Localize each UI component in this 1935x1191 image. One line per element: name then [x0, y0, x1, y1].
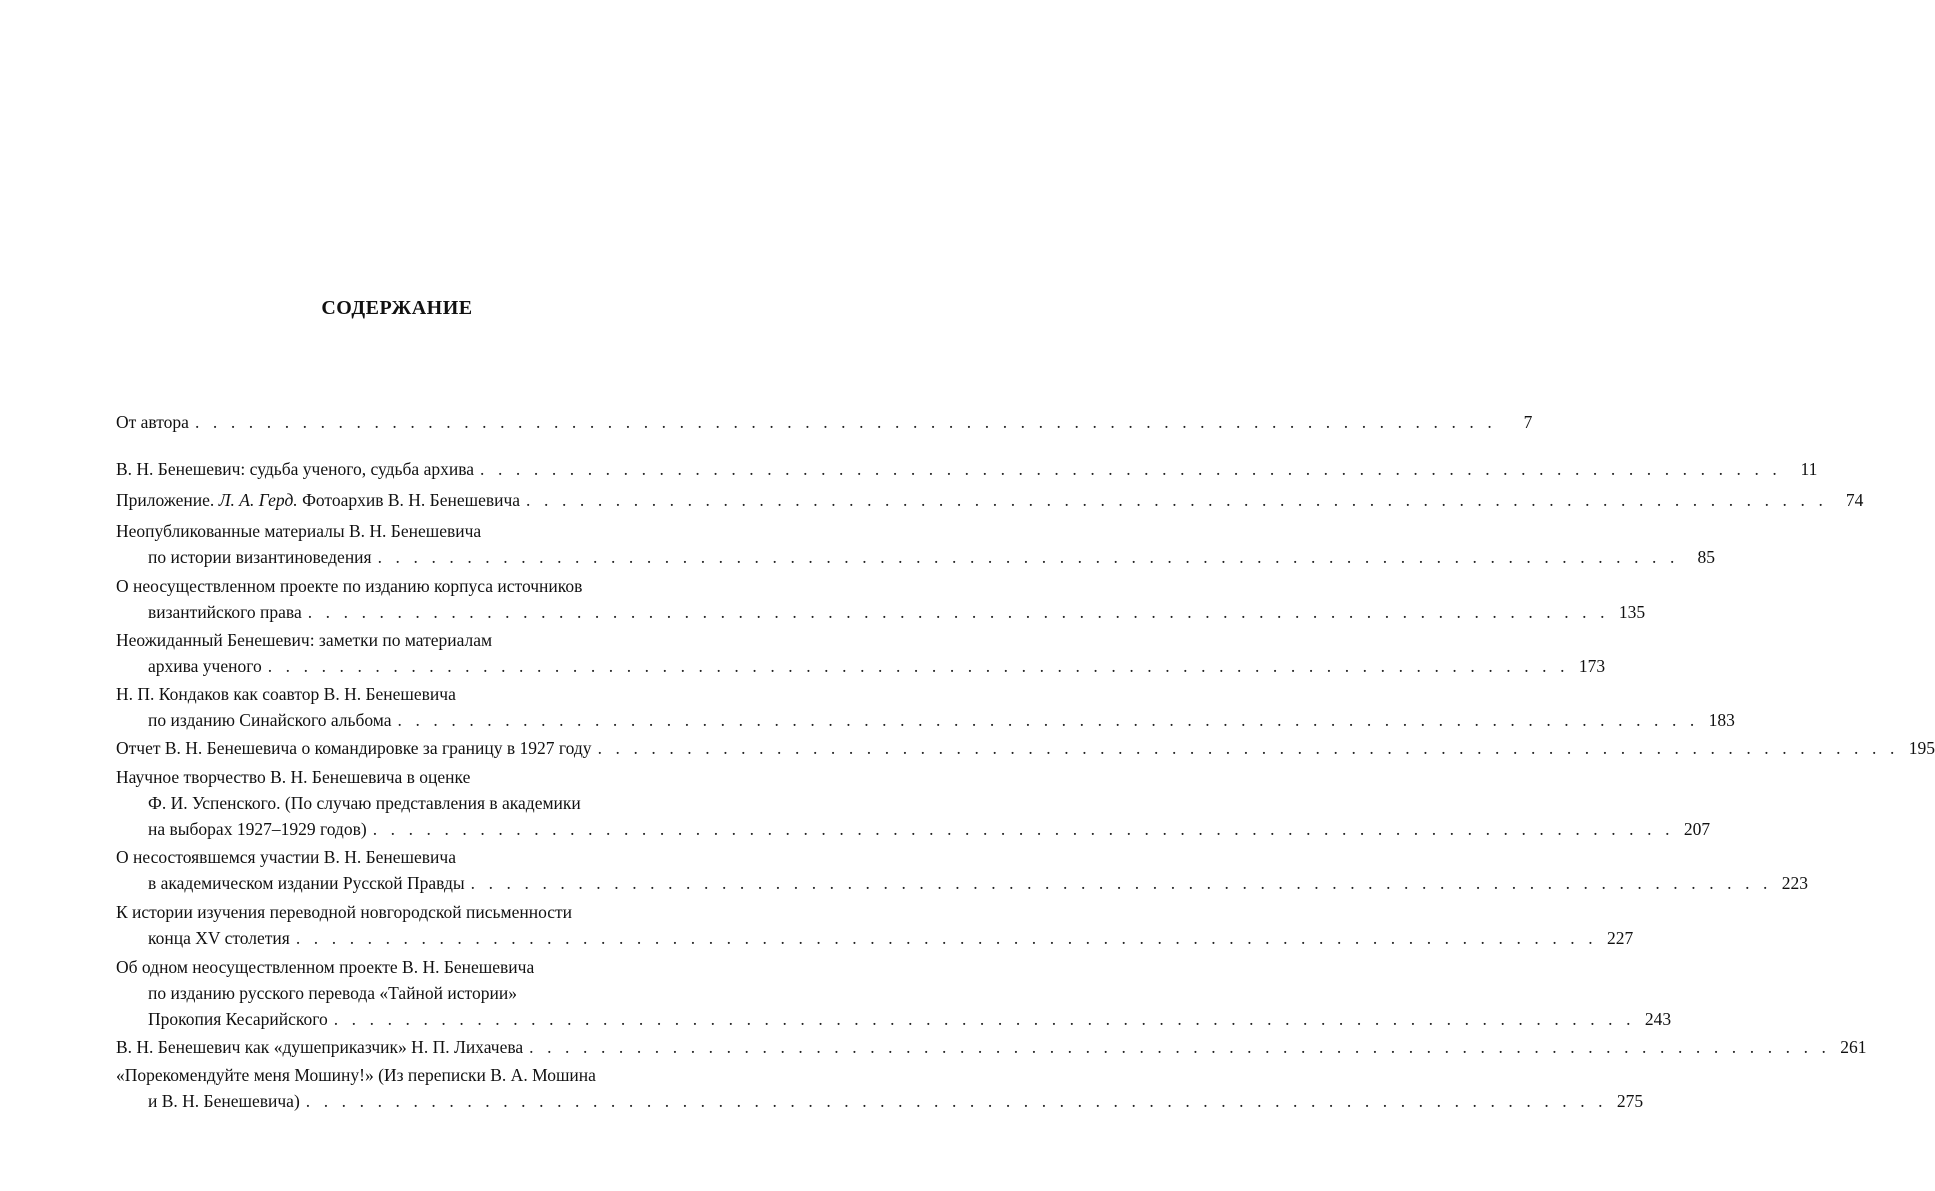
toc-page-number: 173 — [1578, 656, 1606, 676]
toc-entry — [116, 764, 1711, 842]
toc-page-number: 11 — [1800, 459, 1818, 479]
toc-line — [116, 707, 1735, 733]
toc-line — [116, 487, 1864, 513]
dot-leader: . . . . . . . . . . . . . . . . . . . . . . . . . . . . . . . . . . . . . . . . . . . . . . . . . . . . . . . . . . . . . . . . . . . . . . . . . — [372, 819, 1675, 839]
toc-line — [116, 627, 720, 653]
toc-entry — [116, 409, 1533, 435]
toc-entry — [116, 456, 1818, 482]
toc-entry — [116, 487, 1864, 513]
toc-page-number: 7 — [1523, 412, 1533, 432]
toc-line — [116, 1088, 1644, 1114]
toc-page-number: 195 — [1908, 738, 1935, 758]
toc-page-number: 183 — [1708, 710, 1735, 730]
toc-line — [116, 1062, 720, 1088]
toc-line — [116, 653, 1606, 679]
dot-leader: . . . . . . . . . . . . . . . . . . . . . . . . . . . . . . . . . . . . . . . . . . . . . . . . . . . . . . . . . . . . . . . . . . . . . . . . . — [397, 710, 1699, 730]
toc-line — [116, 764, 720, 790]
dot-leader: . . . . . . . . . . . . . . . . . . . . . . . . . . . . . . . . . . . . . . . . . . . . . . . . . . . . . . . . . . . . . . . . . . . . . . . . . — [526, 490, 1828, 510]
toc-entry-title: О несостоявшемся участии В. Н. Бенешевича — [116, 847, 456, 867]
toc-line — [116, 980, 720, 1006]
dot-leader: . . . . . . . . . . . . . . . . . . . . . . . . . . . . . . . . . . . . . . . . . . . . . . . . . . . . . . . . . . . . . . . . . . . . . . . . . — [305, 1091, 1608, 1111]
toc-entry-title: Н. П. Кондаков как соавтор В. Н. Бенешевича — [116, 684, 456, 704]
dot-leader: . . . . . . . . . . . . . . . . . . . . . . . . . . . . . . . . . . . . . . . . . . . . . . . . . . . . . . . . . . . . . . . . . . . . . . . . . — [529, 1037, 1831, 1057]
toc-entry-title-cont: по изданию русского перевода «Тайной истории» — [148, 983, 517, 1003]
toc-entry-title-cont: Ф. И. Успенского. (По случаю представления в академики — [148, 793, 581, 813]
dot-leader: . . . . . . . . . . . . . . . . . . . . . . . . . . . . . . . . . . . . . . . . . . . . . . . . . . . . . . . . . . . . . . . . . . . . . . . . . — [333, 1009, 1636, 1029]
toc-entry-title — [116, 487, 520, 513]
toc-entry-title: Неожиданный Бенешевич: заметки по материалам — [116, 630, 493, 650]
toc-line — [116, 544, 1715, 570]
toc-entry — [116, 681, 1735, 733]
toc-line — [116, 573, 720, 599]
toc-entry-author: Л. А. Герд. — [218, 490, 298, 510]
toc-entry — [116, 573, 1646, 625]
toc-entry-title: От автора — [116, 412, 189, 432]
toc-entry-title: В. Н. Бенешевич: судьба ученого, судьба архива — [116, 459, 475, 479]
toc-entry-title: Об одном неосуществленном проекте В. Н. Бенешевича — [116, 957, 535, 977]
toc-entry-prefix: Приложение. — [116, 490, 219, 510]
toc-entry — [116, 954, 1672, 1032]
toc-entry — [116, 1062, 1644, 1114]
dot-leader: . . . . . . . . . . . . . . . . . . . . . . . . . . . . . . . . . . . . . . . . . . . . . . . . . . . . . . . . . . . . . . . . . . . . . . . . . — [194, 412, 1497, 432]
toc-entry-rest: Фотоархив В. Н. Бенешевича — [297, 490, 521, 510]
toc-page-number: 85 — [1697, 547, 1715, 567]
toc-entry-title: О неосуществленном проекте по изданию корпуса источников — [116, 576, 583, 596]
dot-leader: . . . . . . . . . . . . . . . . . . . . . . . . . . . . . . . . . . . . . . . . . . . . . . . . . . . . . . . . . . . . . . . . . . . . . . . . . — [295, 928, 1598, 948]
toc-entry — [116, 518, 1715, 570]
toc-line — [116, 1006, 1672, 1032]
toc-line — [116, 844, 720, 870]
toc-line — [116, 599, 1646, 625]
toc-entry-title-cont: архива ученого — [148, 656, 262, 676]
toc-entry-title-cont: и В. Н. Бенешевича) — [148, 1091, 300, 1111]
toc-entry-title-cont: византийского права — [148, 602, 302, 622]
toc-entry — [116, 627, 1606, 679]
toc-entry-title: «Порекомендуйте меня Мошину!» (Из переписки В. А. Мошина — [116, 1065, 596, 1085]
toc-entry-title: В. Н. Бенешевич как «душеприказчик» Н. П. Лихачева — [116, 1037, 524, 1057]
toc-page-number: 207 — [1683, 819, 1711, 839]
toc-page-number: 135 — [1618, 602, 1646, 622]
toc-page-number: 223 — [1781, 873, 1809, 893]
dot-leader: . . . . . . . . . . . . . . . . . . . . . . . . . . . . . . . . . . . . . . . . . . . . . . . . . . . . . . . . . . . . . . . . . . . . . . . . . — [470, 873, 1773, 893]
toc-entry — [116, 844, 1809, 896]
toc-page-number: 275 — [1616, 1091, 1644, 1111]
toc-entry-title: Отчет В. Н. Бенешевича о командировке за границу в 1927 году — [116, 738, 592, 758]
toc-line — [116, 518, 720, 544]
dot-leader: . . . . . . . . . . . . . . . . . . . . . . . . . . . . . . . . . . . . . . . . . . . . . . . . . . . . . . . . . . . . . . . . . . . . . . . . . — [480, 459, 1782, 479]
toc-line — [116, 735, 1935, 761]
dot-leader: . . . . . . . . . . . . . . . . . . . . . . . . . . . . . . . . . . . . . . . . . . . . . . . . . . . . . . . . . . . . . . . . . . . . . . . . . — [307, 602, 1610, 622]
page-title: СОДЕРЖАНИЕ — [321, 297, 473, 319]
toc-line — [116, 790, 720, 816]
toc-entry-title: Неопубликованные материалы В. Н. Бенешевича — [116, 521, 482, 541]
toc-line — [116, 681, 720, 707]
toc-entry-title-cont: в академическом издании Русской Правды — [148, 873, 465, 893]
toc-entry-title-cont: по истории византиноведения — [148, 547, 372, 567]
toc-page-number: 227 — [1606, 928, 1634, 948]
toc-line — [116, 899, 720, 925]
toc-entry — [116, 1034, 1867, 1060]
toc-entry-title-cont: Прокопия Кесарийского — [148, 1009, 328, 1029]
dot-leader: . . . . . . . . . . . . . . . . . . . . . . . . . . . . . . . . . . . . . . . . . . . . . . . . . . . . . . . . . . . . . . . . . . . . . . . . . — [377, 547, 1679, 567]
toc-page-number: 74 — [1845, 490, 1864, 510]
toc-line — [116, 925, 1634, 951]
toc-line — [116, 456, 1818, 482]
toc-entry-title-cont: конца XV столетия — [148, 928, 290, 948]
toc-line — [116, 1034, 1867, 1060]
toc-line — [116, 870, 1809, 896]
toc-line — [116, 409, 1533, 435]
dot-leader: . . . . . . . . . . . . . . . . . . . . . . . . . . . . . . . . . . . . . . . . . . . . . . . . . . . . . . . . . . . . . . . . . . . . . . . . . — [267, 656, 1570, 676]
toc-line — [116, 954, 720, 980]
toc-page-number: 243 — [1644, 1009, 1672, 1029]
dot-leader: . . . . . . . . . . . . . . . . . . . . . . . . . . . . . . . . . . . . . . . . . . . . . . . . . . . . . . . . . . . . . . . . . . . . . . . . . — [597, 738, 1899, 758]
toc-page-number: 261 — [1840, 1037, 1867, 1057]
toc-entry-title-cont: на выборах 1927–1929 годов) — [148, 819, 367, 839]
toc-entry — [116, 899, 1634, 951]
toc-entry — [116, 735, 1935, 761]
toc-line — [116, 816, 1711, 842]
toc-entry-title-cont: по изданию Синайского альбома — [148, 710, 392, 730]
toc-entry-title: Научное творчество В. Н. Бенешевича в оценке — [116, 767, 471, 787]
toc-entry-title: К истории изучения переводной новгородской письменности — [116, 902, 573, 922]
